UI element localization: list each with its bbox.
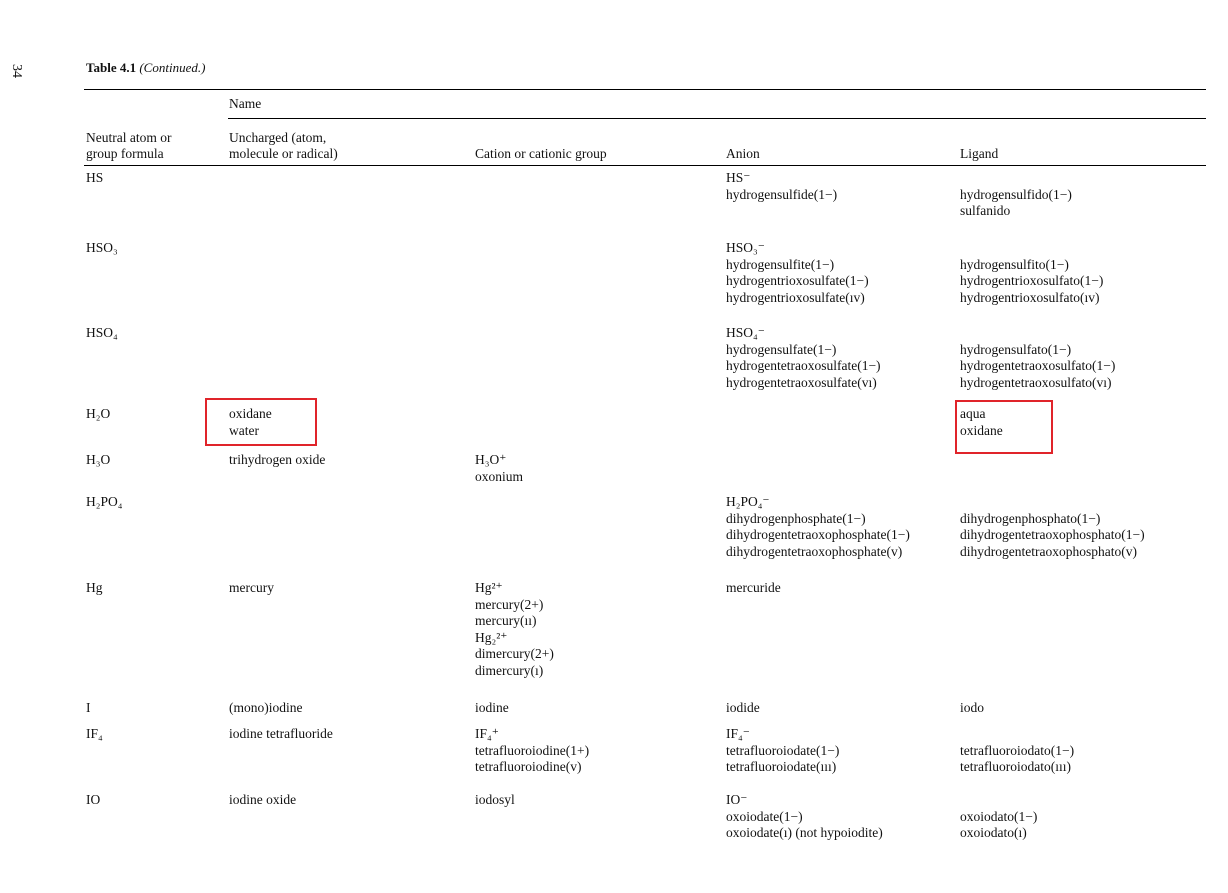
anion-cell-line: tetrafluoroiodate(ııı) — [726, 759, 837, 774]
uncharged-cell-line: trihydrogen oxide — [229, 452, 326, 467]
formula-cell: H₂O — [86, 406, 111, 421]
ligand-cell-line: hydrogensulfito(1−) — [960, 256, 1069, 272]
anion-cell-line: HSO₃⁻ — [726, 240, 765, 255]
anion-cell — [726, 726, 839, 776]
ligand-cell-line: hydrogentrioxosulfato(1−) — [960, 273, 1104, 288]
anion-cell — [726, 580, 781, 597]
anion-cell-line: dihydrogenphosphate(1−) — [726, 510, 866, 526]
ligand-cell-line — [960, 726, 1074, 743]
uncharged-cell-line: (mono)iodine — [229, 700, 303, 715]
uncharged-cell-line: oxidane — [229, 406, 272, 421]
cation-cell — [475, 792, 515, 809]
ligand-cell-line: dihydrogentetraoxophosphato(v) — [960, 543, 1137, 559]
anion-cell-line: oxoiodate(1−) — [726, 808, 803, 824]
ligand-cell-line: tetrafluoroiodato(ııı) — [960, 759, 1071, 774]
table-note: (Continued.) — [139, 60, 206, 75]
header-uncharged: Uncharged (atom, molecule or radical) — [229, 130, 338, 161]
uncharged-cell-line: iodine tetrafluoride — [229, 726, 333, 741]
ligand-cell-line — [960, 325, 1115, 342]
anion-cell-line: tetrafluoroiodate(1−) — [726, 742, 840, 758]
cation-cell — [475, 452, 523, 485]
cation-cell-line: tetrafluoroiodine(v) — [475, 759, 582, 774]
formula-cell: Hg — [86, 580, 103, 595]
anion-cell-line: HSO₄⁻ — [726, 325, 765, 340]
ligand-cell-line: hydrogensulfato(1−) — [960, 341, 1072, 357]
anion-cell-line: iodide — [726, 700, 760, 715]
header-ligand: Ligand — [960, 146, 999, 161]
table-caption — [86, 60, 205, 76]
ligand-cell-line: dihydrogentetraoxophosphato(1−) — [960, 527, 1145, 542]
cation-cell-line: Hg₂²⁺ — [475, 629, 508, 645]
cation-cell-line: oxonium — [475, 468, 524, 484]
cation-cell — [475, 726, 589, 776]
anion-cell — [726, 240, 869, 306]
ligand-cell-line: sulfanido — [960, 203, 1011, 218]
name-rule — [228, 118, 1206, 119]
ligand-cell — [960, 240, 1103, 306]
formula-cell: I — [86, 700, 91, 715]
anion-cell-line: hydrogentrioxosulfate(1−) — [726, 273, 869, 288]
formula-cell: HS — [86, 170, 104, 185]
page-number: 34 — [9, 64, 24, 78]
ligand-cell-line: dihydrogenphosphato(1−) — [960, 510, 1101, 526]
ligand-cell-line: iodo — [960, 700, 985, 715]
uncharged-cell — [229, 792, 296, 809]
cation-cell — [475, 700, 509, 717]
ligand-cell-line: hydrogentrioxosulfato(ıv) — [960, 289, 1100, 305]
uncharged-cell — [229, 580, 274, 597]
table-label: Table 4.1 — [86, 60, 137, 75]
ligand-cell-line: hydrogentetraoxosulfato(vı) — [960, 374, 1112, 390]
cation-cell-line: IF₄⁺ — [475, 726, 499, 741]
ligand-cell-line — [960, 792, 1037, 809]
anion-cell-line: hydrogentetraoxosulfate(vı) — [726, 374, 877, 390]
uncharged-cell — [229, 726, 333, 743]
ligand-cell — [960, 494, 1145, 560]
formula-cell: H₂PO₄ — [86, 494, 123, 509]
header-anion: Anion — [726, 146, 760, 161]
ligand-cell-line: oxidane — [960, 422, 1003, 438]
header-rule — [84, 165, 1206, 166]
anion-cell-line: hydrogentetraoxosulfate(1−) — [726, 358, 881, 373]
ligand-cell-line: tetrafluoroiodato(1−) — [960, 742, 1075, 758]
ligand-cell — [960, 325, 1115, 391]
ligand-cell-line — [960, 170, 1072, 187]
anion-cell-line: mercuride — [726, 580, 781, 595]
header-name: Name — [229, 96, 262, 111]
anion-cell-line: hydrogensulfate(1−) — [726, 341, 837, 357]
ligand-cell — [960, 170, 1072, 220]
anion-cell — [726, 700, 760, 717]
ligand-cell — [960, 726, 1074, 776]
anion-cell — [726, 325, 881, 391]
cation-cell — [475, 580, 554, 679]
ligand-cell-line: oxoiodato(ı) — [960, 825, 1027, 840]
cation-cell-line: mercury(2+) — [475, 596, 544, 612]
uncharged-cell-line: water — [229, 422, 259, 438]
formula-cell: HSO₄ — [86, 325, 118, 340]
formula-cell: IF₄ — [86, 726, 103, 741]
formula-cell: IO — [86, 792, 101, 807]
anion-cell-line: dihydrogentetraoxophosphate(v) — [726, 543, 903, 559]
highlight-box-aqua — [955, 400, 1053, 454]
ligand-cell-line — [960, 494, 1145, 511]
anion-cell — [726, 494, 910, 560]
cation-cell-line: iodosyl — [475, 792, 515, 807]
anion-cell-line: H₂PO₄⁻ — [726, 494, 770, 509]
cation-cell-line: iodine — [475, 700, 509, 715]
uncharged-cell-line: mercury — [229, 580, 274, 595]
uncharged-cell — [229, 452, 325, 469]
ligand-cell-line: oxoiodato(1−) — [960, 808, 1038, 824]
cation-cell-line: dimercury(ı) — [475, 662, 544, 678]
anion-cell-line: IO⁻ — [726, 792, 748, 807]
anion-cell-line: hydrogensulfite(1−) — [726, 256, 835, 272]
header-cation: Cation or cationic group — [475, 146, 607, 161]
highlight-box-water — [205, 398, 317, 446]
ligand-cell-line — [960, 240, 1103, 257]
anion-cell-line: IF₄⁻ — [726, 726, 750, 741]
formula-cell: H₃O — [86, 452, 111, 467]
ligand-cell — [960, 700, 984, 717]
cation-cell-line: dimercury(2+) — [475, 646, 554, 661]
ligand-cell-line: hydrogentetraoxosulfato(1−) — [960, 358, 1116, 373]
ligand-cell — [960, 792, 1037, 842]
ligand-cell-line: aqua — [960, 406, 986, 421]
cation-cell-line: mercury(ıı) — [475, 613, 537, 628]
top-rule — [84, 89, 1206, 90]
cation-cell-line: tetrafluoroiodine(1+) — [475, 742, 590, 758]
formula-cell: HSO₃ — [86, 240, 118, 255]
header-formula: Neutral atom or group formula — [86, 130, 172, 161]
cation-cell-line: Hg²⁺ — [475, 580, 503, 595]
cation-cell-line: H₃O⁺ — [475, 452, 507, 467]
uncharged-cell-line: iodine oxide — [229, 792, 297, 807]
anion-cell-line: hydrogentrioxosulfate(ıv) — [726, 289, 865, 305]
ligand-cell-line: hydrogensulfido(1−) — [960, 186, 1072, 202]
anion-cell-line: oxoiodate(ı) (not hypoiodite) — [726, 825, 883, 840]
uncharged-cell — [229, 700, 303, 717]
anion-cell — [726, 792, 883, 842]
anion-cell-line: HS⁻ — [726, 170, 751, 185]
anion-cell — [726, 170, 837, 203]
anion-cell-line: hydrogensulfide(1−) — [726, 186, 838, 202]
anion-cell-line: dihydrogentetraoxophosphate(1−) — [726, 527, 910, 542]
